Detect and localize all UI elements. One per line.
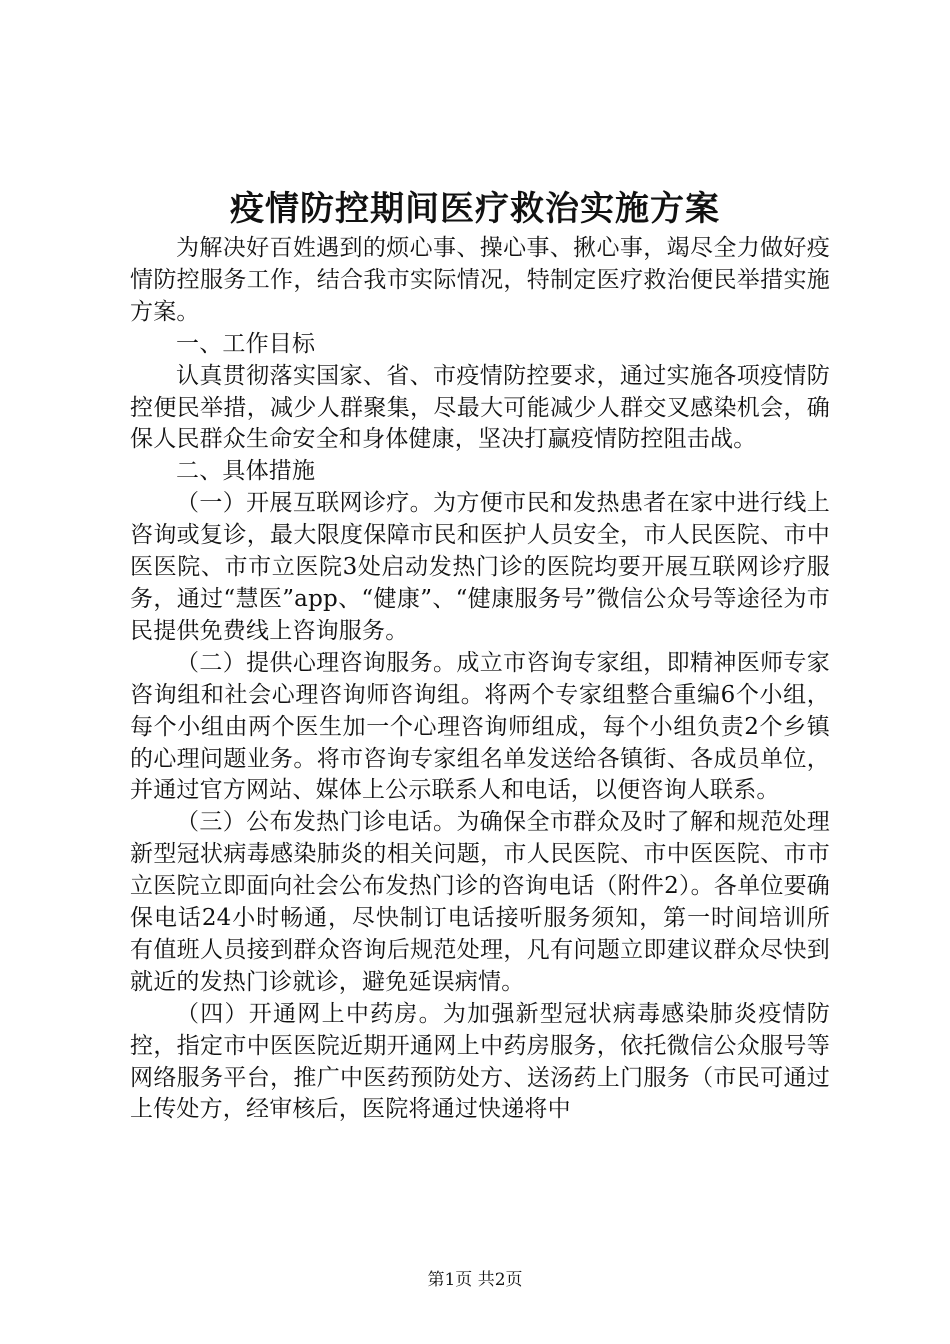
measure-paragraph-3: （三）公布发热门诊电话。为确保全市群众及时了解和规范处理新型冠状病毒感染肺炎的相关问题，市人民医院、市中医医院、市市立医院立即面向社会公布发热门诊的咨询电话（附件2）。各单位要确保电话24小时畅通，尽快制订电话接听服务须知，第一时间培训所有值班人员接到群众咨询后规范处理，凡有问题立即建议群众尽快到就近的发热门诊就诊，避免延误病情。 — [130, 809, 830, 995]
page-footer: 第1页 共2页 — [427, 1270, 523, 1290]
goals-paragraph: 认真贯彻落实国家、省、市疫情防控要求，通过实施各项疫情防控便民举措，减少人群聚集，尽最大可能减少人群交叉感染机会，确保人民群众生命安全和身体健康，坚决打赢疫情防控阻击战。 — [130, 362, 830, 453]
document-title: 疫情防控期间医疗救治实施方案 — [230, 189, 720, 229]
document-body — [130, 233, 830, 1126]
measure-paragraph-4: （四）开通网上中药房。为加强新型冠状病毒感染肺炎疫情防控，指定市中医医院近期开通网上中药房服务，依托微信公众服号等网络服务平台，推广中医药预防处方、送汤药上门服务（市民可通过上传处方，经审核后，医院将通过快递将中 — [130, 1000, 830, 1123]
measure-paragraph-2: （二）提供心理咨询服务。成立市咨询专家组，即精神医师专家咨询组和社会心理咨询师咨询组。将两个专家组整合重编6个小组，每个小组由两个医生加一个心理咨询师组成，每个小组负责2个乡镇的心理问题业务。将市咨询专家组名单发送给各镇街、各成员单位，并通过官方网站、媒体上公示联系人和电话，以便咨询人联系。 — [130, 649, 830, 804]
section-heading-goals: 一、工作目标 — [176, 330, 316, 357]
intro-paragraph: 为解决好百姓遇到的烦心事、操心事、揪心事，竭尽全力做好疫情防控服务工作，结合我市实际情况，特制定医疗救治便民举措实施方案。 — [130, 235, 830, 325]
section-heading-measures: 二、具体措施 — [176, 458, 316, 485]
measure-paragraph-1: （一）开展互联网诊疗。为方便市民和发热患者在家中进行线上咨询或复诊，最大限度保障市民和医护人员安全，市人民医院、市中医医院、市市立医院3处启动发热门诊的医院均要开展互联网诊疗服务，通过“慧医”app、“健康”、“健康服务号”微信公众号等途径为市民提供免费线上咨询服务。 — [130, 490, 830, 644]
